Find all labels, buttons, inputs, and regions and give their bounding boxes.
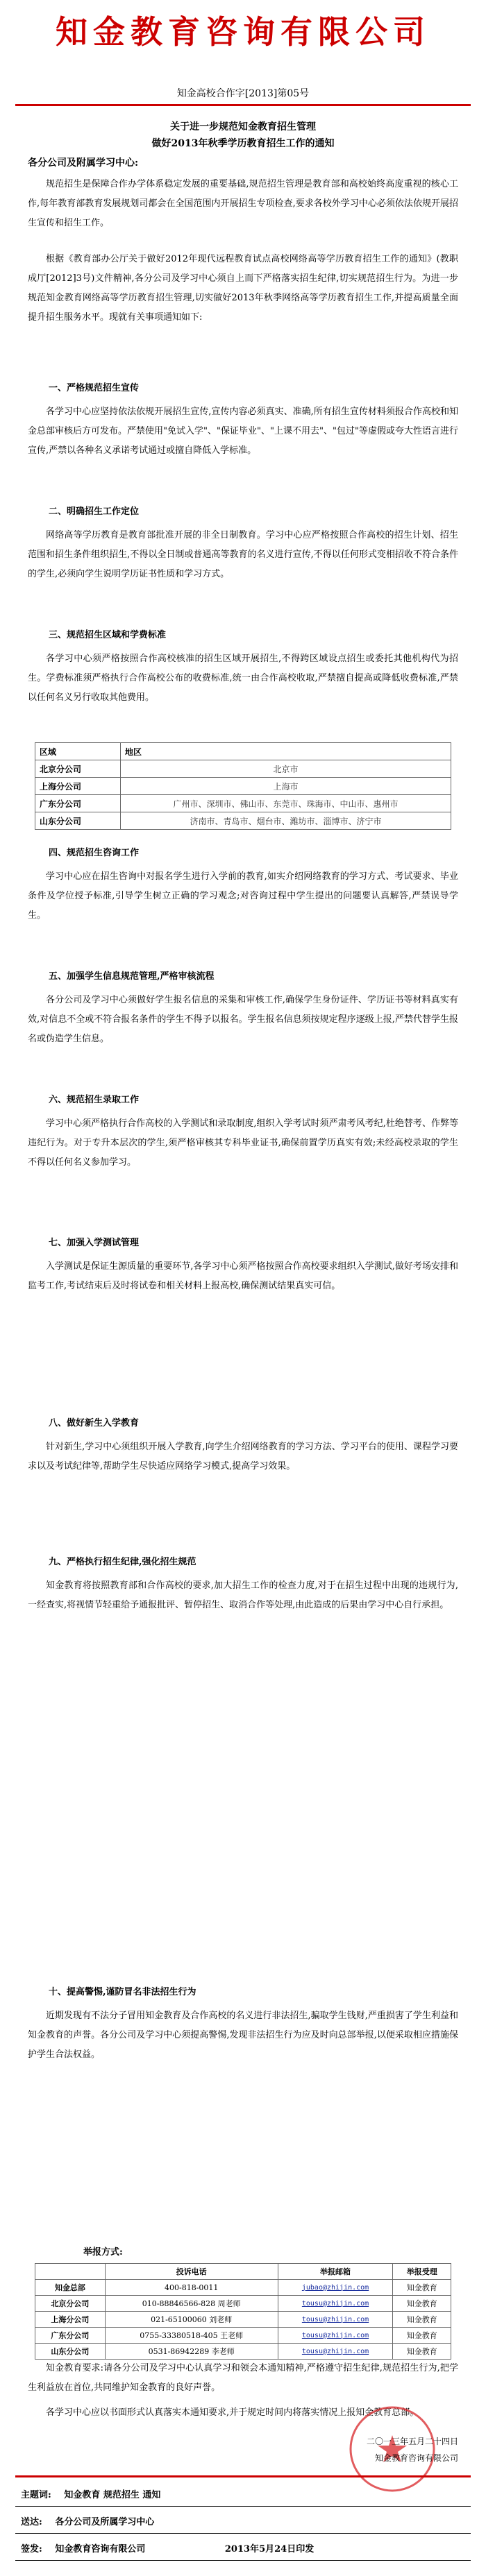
- table-cell: 北京市: [121, 760, 451, 778]
- table-cell: 知金总部: [35, 2280, 106, 2296]
- table-header-row: [35, 743, 451, 760]
- salutation: 各分公司及附属学习中心:: [28, 157, 139, 169]
- table-header-cell: 举报邮箱: [278, 2264, 393, 2280]
- section-text: 入学测试是保证生源质量的重要环节,各学习中心须严格按照合作高校要求组织入学测试,做好考场安排和监考工作,考试结束后及时将试卷和相关材料上报高校,确保测试结果真实可信。: [28, 1261, 458, 1291]
- section-text: 知金教育将按照教育部和合作高校的要求,加大招生工作的检查力度,对于在招生过程中出现的违规行为,一经查实,将视情节轻重给予通报批评、暂停招生、取消合作等处理,由此造成的后果由学习中心自行承担。: [28, 1580, 458, 1610]
- table-header-cell: 区域: [35, 743, 121, 760]
- email-link[interactable]: tousu@zhijin.com: [278, 2344, 393, 2360]
- table-cell: 上海分公司: [35, 2312, 106, 2328]
- email-link[interactable]: jubao@zhijin.com: [278, 2280, 393, 2296]
- cc-row: [21, 2514, 154, 2527]
- section-text: 各分公司及学习中心须做好学生报名信息的采集和审核工作,确保学生身份证件、学历证书等材料真实有效,对信息不全或不符合报名条件的学生不得予以报名。学生报名信息须按规定程序逐级上报,严禁代替学生报名或伪造学生信息。: [28, 995, 458, 1044]
- table-cell: 济南市、青岛市、烟台市、潍坊市、淄博市、济宁市: [121, 812, 451, 830]
- section-heading: 一、严格规范招生宣传: [49, 383, 140, 393]
- title-line-1: 关于进一步规范知金教育招生管理: [170, 121, 316, 133]
- table-row: [35, 2312, 451, 2328]
- table-cell: 广东分公司: [35, 795, 121, 812]
- table-cell: 0755-33380518-405 王老师: [105, 2328, 278, 2344]
- section-heading: 十、提高警惕,谨防冒名非法招生行为: [49, 1987, 196, 1997]
- table-cell: 010-88846566-828 周老师: [105, 2296, 278, 2312]
- table-row: [35, 2344, 451, 2360]
- table-cell: 知金教育: [393, 2312, 451, 2328]
- email-link[interactable]: tousu@zhijin.com: [278, 2296, 393, 2312]
- document-number: 知金高校合作字[2013]第05号: [176, 88, 310, 99]
- email-link[interactable]: tousu@zhijin.com: [278, 2312, 393, 2328]
- table-row: [35, 795, 451, 812]
- email-link[interactable]: tousu@zhijin.com: [278, 2328, 393, 2344]
- section-text: 各学习中心应坚持依法依规开展招生宣传,宣传内容必须真实、准确,所有招生宣传材料须报合作高校和知金总部审核后方可发布。严禁使用"免试入学"、"保证毕业"、"上课不用去"、"包过"等虚假或夸大性语言进行宣传,严禁以各种名义承诺考试通过或擅自降低入学标准。: [28, 407, 458, 456]
- table-cell: 知金教育: [393, 2344, 451, 2360]
- company-seal-icon: [347, 2404, 437, 2494]
- table-row: [35, 812, 451, 830]
- table-cell: 北京分公司: [35, 760, 121, 778]
- section-text: 近期发现有不法分子冒用知金教育及合作高校的名义进行非法招生,骗取学生钱财,严重损害了学生利益和知金教育的声誉。各分公司及学习中心须提高警惕,发现非法招生行为应及时向总部举报,以便采取相应措施保护学生合法权益。: [28, 2011, 458, 2060]
- table-cell: 021-65100060 刘老师: [105, 2312, 278, 2328]
- table-cell: 0531-86942289 李老师: [105, 2344, 278, 2360]
- intro-paragraph: 根据《教育部办公厅关于做好2012年现代远程教育试点高校网络高等学历教育招生工作的通知》(教职成厅[2012]3号)文件精神,各分公司及学习中心须自上而下严格落实招生纪律,切实规范招生行为。为进一步规范知金教育网络高等学历教育招生管理,切实做好2013年秋季网络高等学历教育招生工作,并提高质量全面提升招生服务水平。现就有关事项通知如下:: [28, 254, 458, 323]
- signature-org: 知金教育咨询有限公司: [374, 2453, 458, 2463]
- table-cell: 知金教育: [393, 2328, 451, 2344]
- cc-label: 送达:: [21, 2517, 42, 2527]
- region-table: [35, 742, 451, 830]
- section-heading: 六、规范招生录取工作: [49, 1095, 140, 1105]
- table-header-row: [35, 2264, 451, 2280]
- section-heading: 九、严格执行招生纪律,强化招生规范: [49, 1557, 196, 1567]
- section-text: 针对新生,学习中心须组织开展入学教育,向学生介绍网络教育的学习方法、学习平台的使用、课程学习要求以及考试纪律等,帮助学生尽快适应网络学习模式,提高学习效果。: [28, 1442, 458, 1472]
- table-cell: 400-818-0011: [105, 2280, 278, 2296]
- table-row: [35, 2296, 451, 2312]
- closing-paragraph: 各学习中心应以书面形式认真落实本通知要求,并于规定时间内将落实情况上报知金教育总部。: [46, 2407, 419, 2418]
- table-cell: 知金教育: [393, 2280, 451, 2296]
- subject-value: 知金教育 规范招生 通知: [64, 2490, 161, 2500]
- issuer-row: [21, 2541, 314, 2554]
- closing-paragraph: 知金教育要求:请各分公司及学习中心认真学习和领会本通知精神,严格遵守招生纪律,规范招生行为,把学生利益放在首位,共同维护知金教育的良好声誉。: [28, 2363, 458, 2393]
- table-cell: 广东分公司: [35, 2328, 106, 2344]
- section-text: 学习中心须严格执行合作高校的入学测试和录取制度,组织入学考试时须严肃考风考纪,杜绝替考、作弊等违纪行为。对于专升本层次的学生,须严格审核其专科毕业证书,确保前置学历真实有效;未经高校录取的学生不得以任何名义参加学习。: [28, 1118, 458, 1168]
- table-cell: 北京分公司: [35, 2296, 106, 2312]
- table-cell: 山东分公司: [35, 812, 121, 830]
- footer-divider: [15, 2506, 471, 2507]
- table-row: [35, 778, 451, 795]
- table-cell: 广州市、深圳市、佛山市、东莞市、珠海市、中山市、惠州市: [121, 795, 451, 812]
- table-header-cell: [35, 2264, 106, 2280]
- section-text: 学习中心应在招生咨询中对报名学生进行入学前的教育,如实介绍网络教育的学习方式、考试要求、毕业条件及学位授予标准,引导学生树立正确的学习观念;对咨询过程中学生提出的问题要认真解答,严禁误导学生。: [28, 871, 458, 921]
- section-heading: 七、加强入学测试管理: [49, 1238, 140, 1248]
- section-text: 各学习中心须严格按照合作高校核准的招生区域开展招生,不得跨区域设点招生或委托其他机构代为招生。学费标准须严格执行合作高校公布的收费标准,统一由合作高校收取,严禁擅自提高或降低收费标准,严禁以任何名义另行收取其他费用。: [28, 654, 458, 703]
- issue-date: 2013年5月24日印发: [224, 2544, 315, 2554]
- table-cell: 知金教育: [393, 2296, 451, 2312]
- red-divider: [15, 2475, 471, 2477]
- footer-divider: [15, 2533, 471, 2534]
- table-row: [35, 760, 451, 778]
- table-header-cell: 地区: [121, 743, 451, 760]
- masthead: 知金教育咨询有限公司: [56, 13, 430, 51]
- subject-label: 主题词:: [21, 2490, 51, 2500]
- table-cell: 上海市: [121, 778, 451, 795]
- red-divider: [15, 104, 471, 106]
- section-heading: 四、规范招生咨询工作: [49, 848, 140, 858]
- table-header-cell: 投诉电话: [105, 2264, 278, 2280]
- title-line-2: 做好2013年秋季学历教育招生工作的通知: [151, 138, 335, 149]
- issuer-label: 签发:: [21, 2544, 42, 2554]
- table-row: [35, 2280, 451, 2296]
- report-table: [35, 2263, 451, 2360]
- table-header-cell: 举报受理: [393, 2264, 451, 2280]
- table-cell: 山东分公司: [35, 2344, 106, 2360]
- section-heading: 八、做好新生入学教育: [49, 1418, 140, 1428]
- intro-paragraph: 规范招生是保障合作办学体系稳定发展的重要基础,规范招生管理是教育部和高校始终高度重视的核心工作,每年教育部教育发展规划司都会在全国范围内开展招生专项检查,要求各校外学习中心必须依法依规开展招生宣传和招生工作。: [28, 179, 458, 228]
- footer-divider: [15, 2560, 471, 2561]
- cc-value: 各分公司及所属学习中心: [55, 2517, 155, 2527]
- report-label: 举报方式:: [83, 2247, 123, 2258]
- section-heading: 二、明确招生工作定位: [49, 506, 140, 517]
- subject-words: [21, 2487, 160, 2500]
- table-row: [35, 2328, 451, 2344]
- section-heading: 三、规范招生区域和学费标准: [49, 630, 167, 640]
- issuer-value: 知金教育咨询有限公司: [55, 2544, 146, 2554]
- section-heading: 五、加强学生信息规范管理,严格审核流程: [49, 971, 215, 982]
- signature-date: 二〇一三年五月二十四日: [366, 2437, 458, 2446]
- table-cell: 上海分公司: [35, 778, 121, 795]
- section-text: 网络高等学历教育是教育部批准开展的非全日制教育。学习中心应严格按照合作高校的招生计划、招生范围和招生条件组织招生,不得以全日制或普通高等教育的名义进行宣传,不得以任何形式变相招收不符合条件的学生,必须向学生说明学历证书性质和学习方式。: [28, 530, 458, 579]
